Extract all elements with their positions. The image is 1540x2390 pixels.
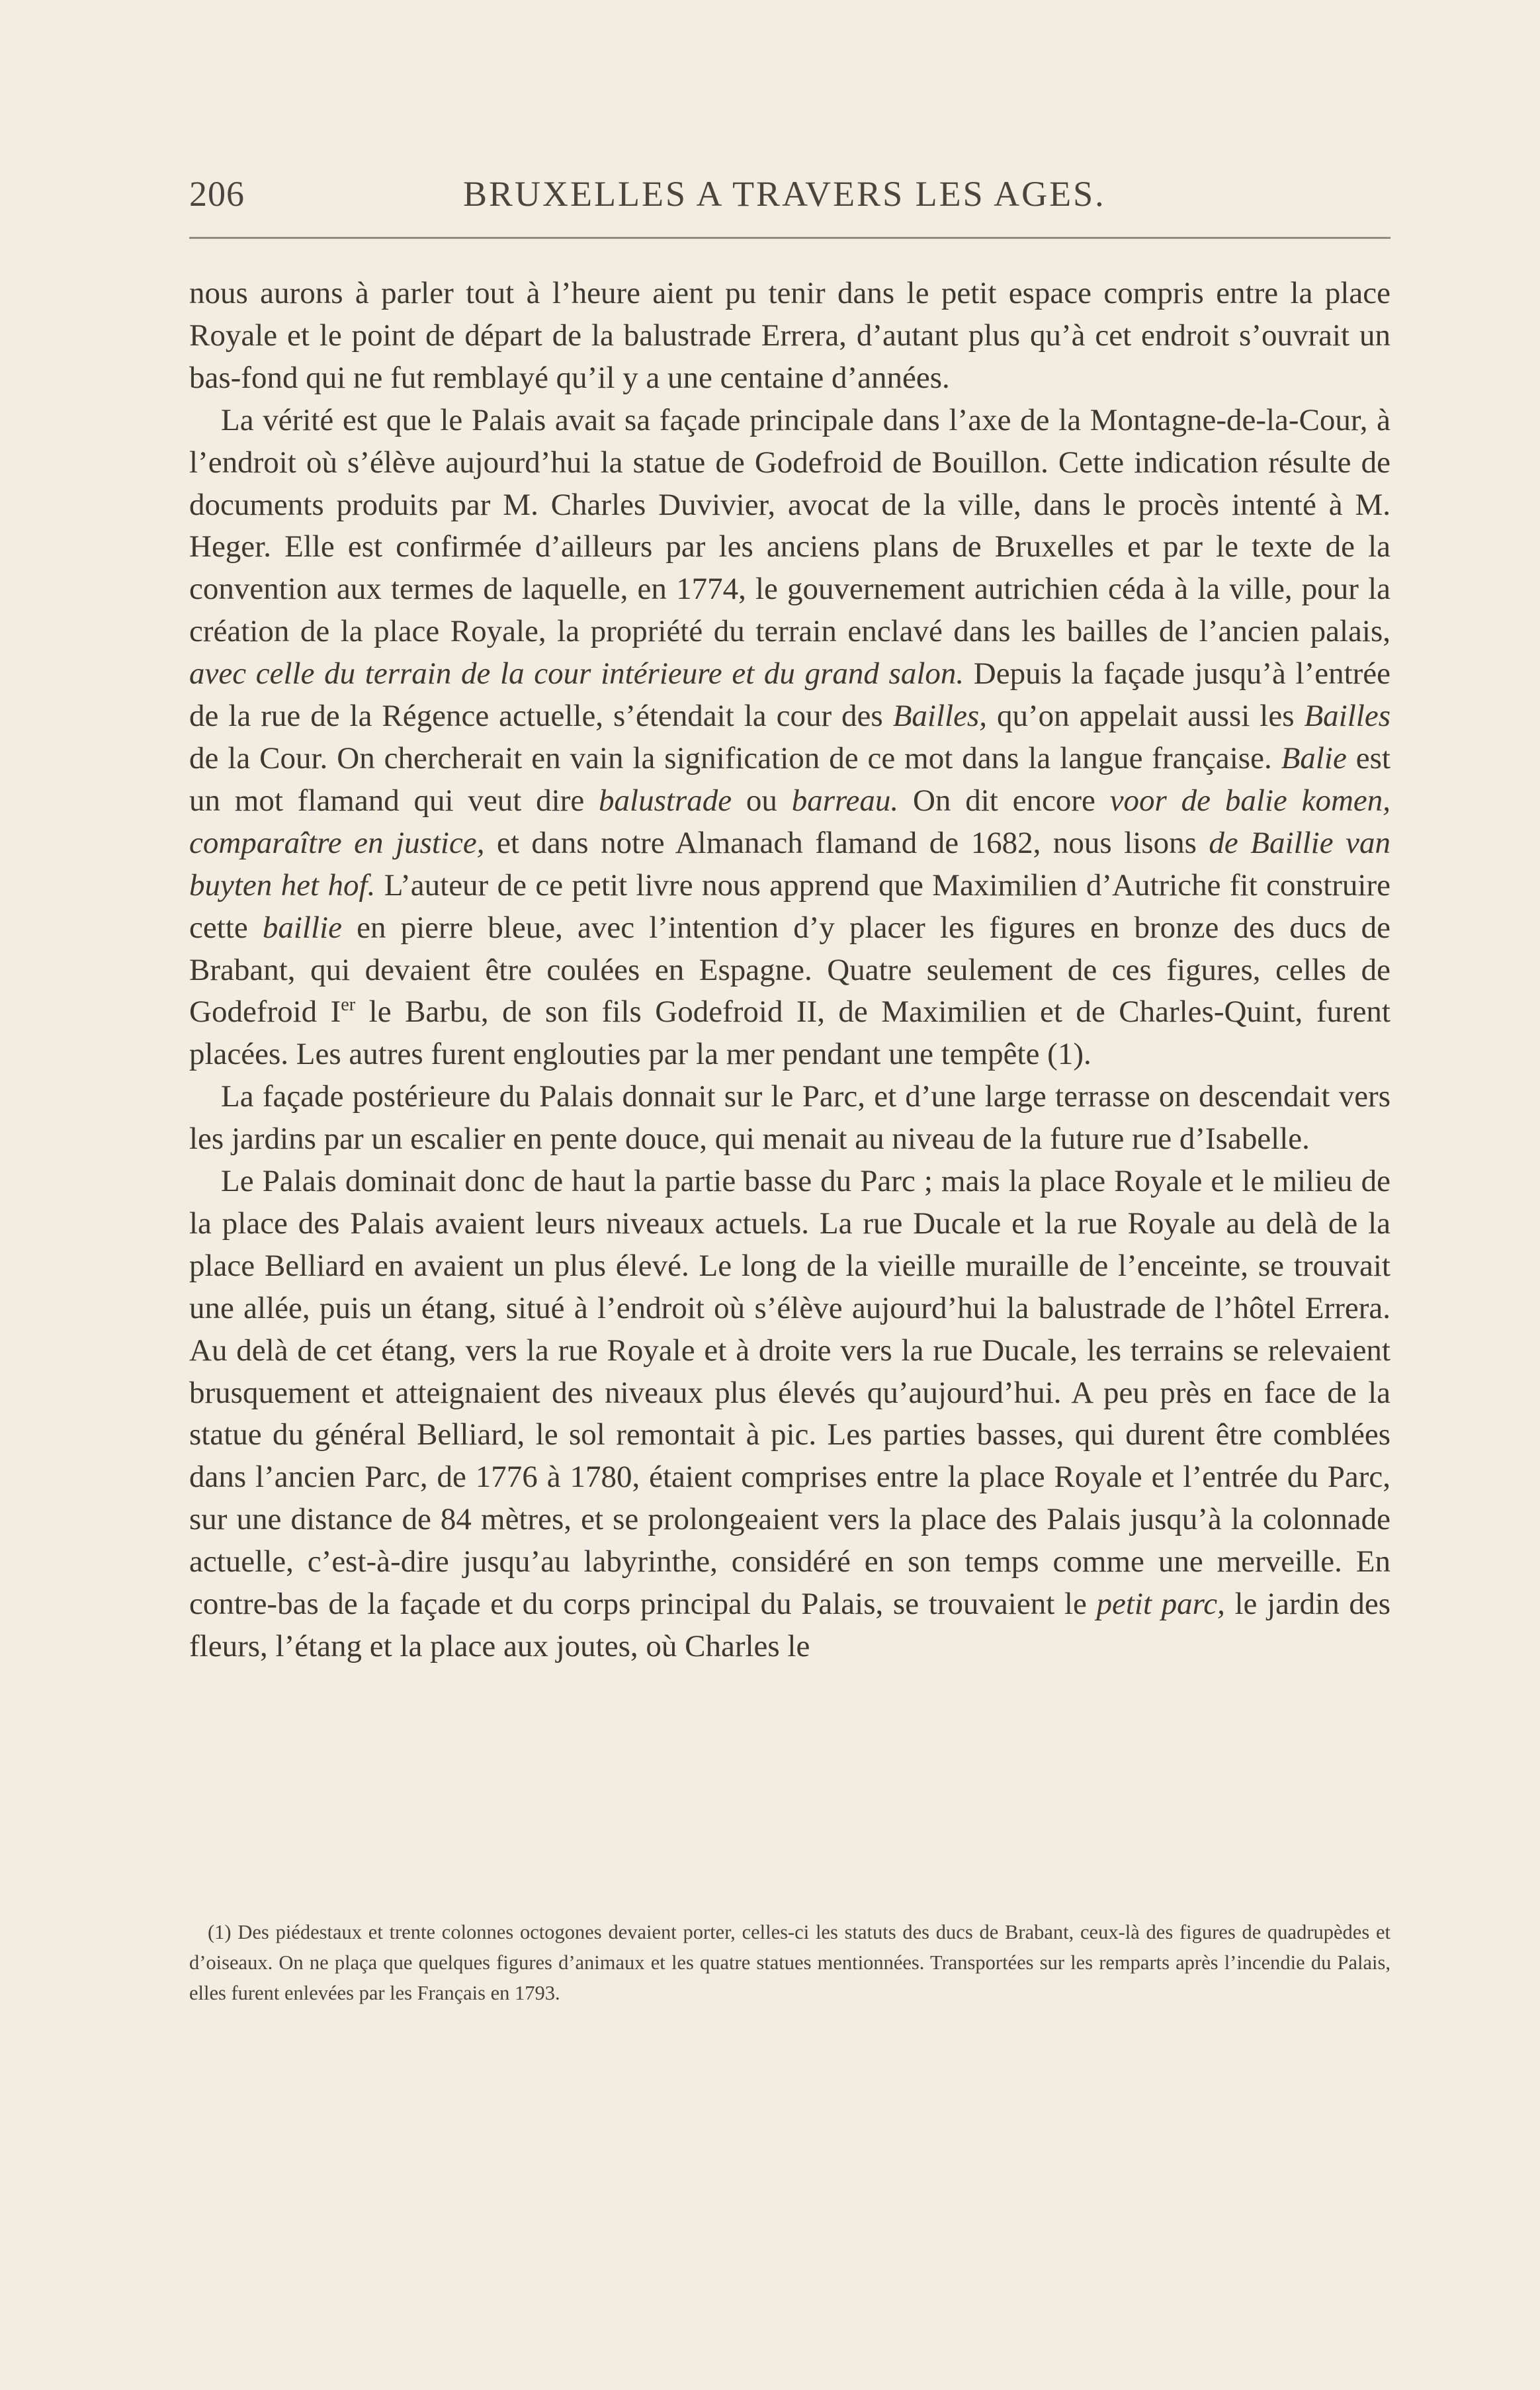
- italic-run: balustrade: [599, 783, 732, 818]
- paragraph: [189, 273, 1390, 400]
- text-run: et dans notre Almanach flamand de 1682, nous lisons: [484, 825, 1209, 860]
- text-run: On dit encore: [898, 783, 1110, 818]
- italic-run: baillie: [262, 910, 342, 945]
- text-run: en pierre bleue, avec l’intention d’y placer les figures en bronze des ducs de Brabant, qui devaient être coulées en Espagne. Quatre seulement de ces figures, celles de Godefroid I: [189, 910, 1391, 1030]
- footnote: [189, 1917, 1390, 2008]
- italic-run: de Baillie van buyten het hof.: [189, 825, 1390, 903]
- text-run: le jardin des fleurs, l’étang et la place aux joutes, où Charles le: [189, 1587, 1390, 1663]
- text-run: Depuis la façade jusqu’à l’entrée de la rue de la Régence actuelle, s’étendait la cour des: [189, 656, 1390, 734]
- italic-run: Bailles: [1304, 699, 1390, 734]
- superscript-run: er: [341, 995, 356, 1016]
- italic-run: petit parc,: [1096, 1587, 1225, 1622]
- paragraph: [189, 400, 1390, 1077]
- footnote-text: (1) Des piédestaux et trente colonnes octogones devaient porter, celles-ci les statuts des ducs de Brabant, ceux-là des figures de quadrupèdes et d’oiseaux. On ne plaça que quelques figures d’animaux et les quatre statues mentionnées. Transportées sur les remparts après l’incendie du Palais, elles furent enlevées par les Français en 1793.: [189, 1921, 1390, 2004]
- text-run: de la Cour. On chercherait en vain la signification de ce mot dans la langue française.: [189, 740, 1281, 775]
- body-text: [189, 273, 1390, 1668]
- italic-run: Bailles,: [892, 699, 987, 734]
- text-run: La façade postérieure du Palais donnait sur le Parc, et d’une large terrasse on descendait vers les jardins par un escalier en pente douce, qui menait au niveau de la future rue d’Isabelle.: [189, 1079, 1390, 1157]
- paragraph: [189, 1076, 1390, 1161]
- text-run: est un mot flamand qui veut dire: [189, 740, 1390, 818]
- header-rule: [189, 237, 1390, 239]
- paragraph: [189, 1161, 1390, 1668]
- text-run: le Barbu, de son fils Godefroid II, de Maximilien et de Charles-Quint, furent placées. Les autres furent englouties par la mer pendant une tempête (1).: [189, 995, 1390, 1072]
- text-run: La vérité est que le Palais avait sa façade principale dans l’axe de la Montagne-de-la-Cour, à l’endroit où s’élève aujourd’hui la statue de Godefroid de Bouillon. Cette indication résulte de documents produits par M. Charles Duvivier, avocat de la ville, dans le procès intenté à M. Heger. Elle est confirmée d’ailleurs par les anciens plans de Bruxelles et par le texte de la convention aux termes de laquelle, en 1774, le gouvernement autrichien céda à la ville, pour la création de la place Royale, la propriété du terrain enclavé dans les bailles de l’ancien palais,: [189, 402, 1390, 649]
- text-run: qu’on appelait aussi les: [986, 699, 1305, 734]
- page-number: 206: [189, 174, 245, 214]
- text-run: nous aurons à parler tout à l’heure aient pu tenir dans le petit espace compris entre la place Royale et le point de départ de la balustrade Errera, d’autant plus qu’à cet endroit s’ouvrait un bas-fond qui ne fut remblayé qu’il y a une centaine d’années.: [189, 276, 1390, 395]
- italic-run: Balie: [1281, 740, 1347, 775]
- text-run: ou: [732, 783, 792, 818]
- italic-run: avec celle du terrain de la cour intérieure et du grand salon.: [189, 656, 964, 691]
- running-head: BRUXELLES A TRAVERS LES AGES.: [463, 174, 1106, 214]
- italic-run: barreau.: [791, 783, 899, 818]
- text-run: Le Palais dominait donc de haut la partie basse du Parc ; mais la place Royale et le milieu de la place des Palais avaient leurs niveaux actuels. La rue Ducale et la rue Royale au delà de la place Belliard en avaient un plus élevé. Le long de la vieille muraille de l’enceinte, se trouvait une allée, puis un étang, situé à l’endroit où s’élève aujourd’hui la balustrade de l’hôtel Errera. Au delà de cet étang, vers la rue Royale et à droite vers la rue Ducale, les terrains se relevaient brusquement et atteignaient des niveaux plus élevés qu’aujourd’hui. A peu près en face de la statue du général Belliard, le sol remontait à pic. Les parties basses, qui durent être comblées dans l’ancien Parc, de 1776 à 1780, étaient comprises entre la place Royale et l’entrée du Parc, sur une distance de 84 mètres, et se prolongeaient vers la place des Palais jusqu’à la colonnade actuelle, c’est-à-dire jusqu’au labyrinthe, considéré en son temps comme une merveille. En contre-bas de la façade et du corps principal du Palais, se trouvaient le: [189, 1164, 1390, 1622]
- italic-run: voor de balie komen, comparaître en justice,: [189, 783, 1391, 860]
- text-run: L’auteur de ce petit livre nous apprend que Maximilien d’Autriche fit construire cette: [189, 867, 1390, 945]
